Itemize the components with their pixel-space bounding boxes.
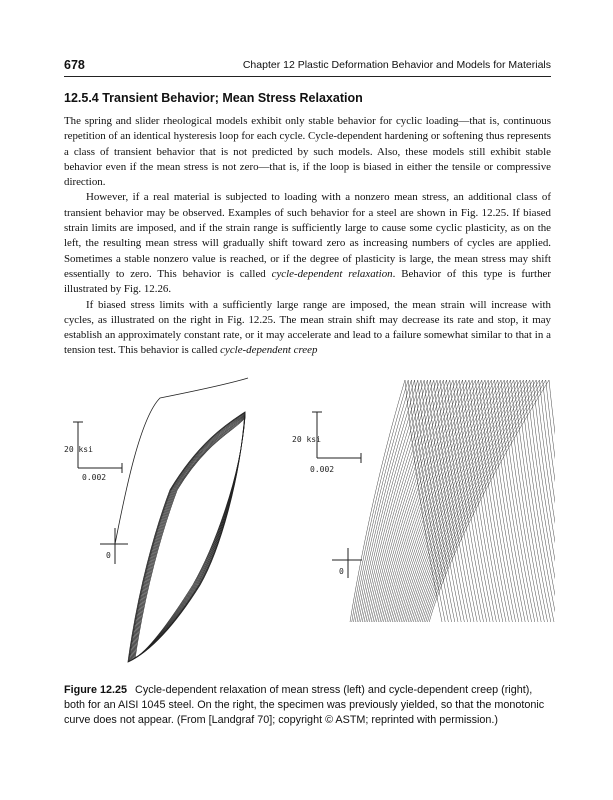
- right-origin-axes: [332, 548, 362, 578]
- left-strain-scale-label: 0.002: [82, 473, 107, 482]
- caption-label: Figure 12.25: [64, 684, 128, 696]
- ratcheting-loop: [357, 380, 455, 622]
- right-strain-scale-label: 0.002: [310, 465, 335, 474]
- paragraph-1: The spring and slider rheological models exhibit only stable behavior for cyclic loading—that is, continuous repetition of an identical hysteresis loop for each cycle. Cycle-dependent hardening or softening thus represents a class of transient behavior that is not predicted by such models. Also, these models still exhibit stable behavior even if the mean stress is not zero—that is, if the loop is biased in either the tensile or compressive direction.: [64, 115, 551, 189]
- right-scale-bar: [292, 412, 361, 474]
- left-origin-axes: [100, 528, 128, 564]
- paragraph-3: [64, 298, 551, 359]
- ratcheting-loop: [398, 380, 529, 622]
- relaxation-loop: [133, 416, 246, 660]
- relaxation-loop: [129, 413, 245, 662]
- relaxation-loop: [132, 415, 245, 660]
- paragraph-2: [64, 190, 551, 297]
- relaxation-loop: [128, 412, 245, 662]
- figure-caption: [64, 683, 551, 728]
- ratcheting-loop: [394, 380, 522, 622]
- ratcheting-loop: [359, 380, 458, 622]
- ratcheting-loop: [427, 380, 555, 622]
- section-title: 12.5.4 Transient Behavior; Mean Stress Relaxation: [64, 91, 363, 105]
- relaxation-loop: [130, 413, 245, 660]
- right-ratcheting-loops: [350, 380, 555, 622]
- relaxation-loop: [135, 418, 245, 658]
- body-text: [64, 114, 551, 359]
- running-head: Chapter 12 Plastic Deformation Behavior and Models for Materials: [242, 59, 551, 71]
- right-origin-label: 0: [339, 567, 344, 576]
- left-stress-scale-label: 20 ksi: [64, 445, 93, 454]
- ratcheting-loop: [420, 380, 555, 622]
- figure-12-25: [60, 360, 555, 672]
- term-cycle-dependent-creep: cycle-dependent creep: [220, 344, 318, 357]
- left-monotonic-curve: [115, 378, 248, 544]
- paragraph-2-text: However, if a real material is subjected to loading with a nonzero mean stress, an additional class of transient behavior may be observed. Examples of such behavior for a steel are shown in Fig. 12.25. If biased strain limits are imposed, and if the strain range is sufficiently large to cause some cyclic plasticity, as on the left, the resulting mean stress will gradually shift toward zero as increasing numbers of cycles are applied. Sometimes a stable nonzero value is reached, or if the degree of plasticity is large, the mean stress may shift essentially to zero. This behavior is called: [64, 191, 551, 280]
- page-header: [64, 58, 551, 74]
- ratcheting-loop: [419, 380, 555, 622]
- right-stress-scale-label: 20 ksi: [292, 435, 321, 444]
- ratcheting-loop: [383, 380, 502, 622]
- left-panel: [64, 378, 248, 662]
- paragraph-3-text: If biased stress limits with a sufficiently large range are imposed, the mean strain will increase with cycles, as illustrated on the right in Fig. 12.25. The mean strain shift may decrease its rate and stop, it may establish an approximately constant rate, or it may accelerate and lead to a failure somewhat similar to that in a tension test. This behavior is called: [64, 298, 551, 357]
- left-origin-label: 0: [106, 551, 111, 560]
- relaxation-loop: [133, 416, 245, 658]
- ratcheting-loop: [410, 380, 551, 622]
- relaxation-loop: [134, 417, 245, 658]
- relaxation-loop: [131, 414, 245, 660]
- left-scale-bar: [64, 422, 122, 482]
- left-hysteresis-loops: [128, 412, 245, 662]
- term-cycle-dependent-relaxation: cycle-dependent relaxation: [271, 267, 393, 280]
- header-rule: [64, 76, 551, 77]
- paragraph-2-end: . Behavior of this type is further illustrated by Fig. 12.26.: [64, 267, 551, 296]
- page-number: 678: [64, 58, 85, 72]
- right-panel: [292, 380, 555, 622]
- figure-drawing: [60, 360, 555, 672]
- caption-text: Cycle-dependent relaxation of mean stress (left) and cycle-dependent creep (right), both for an AISI 1045 steel. On the right, the specimen was previously yielded, so that the monotonic curve does not appear. (From [Landgraf 70]; copyright © ASTM; reprinted with permission.): [64, 684, 545, 726]
